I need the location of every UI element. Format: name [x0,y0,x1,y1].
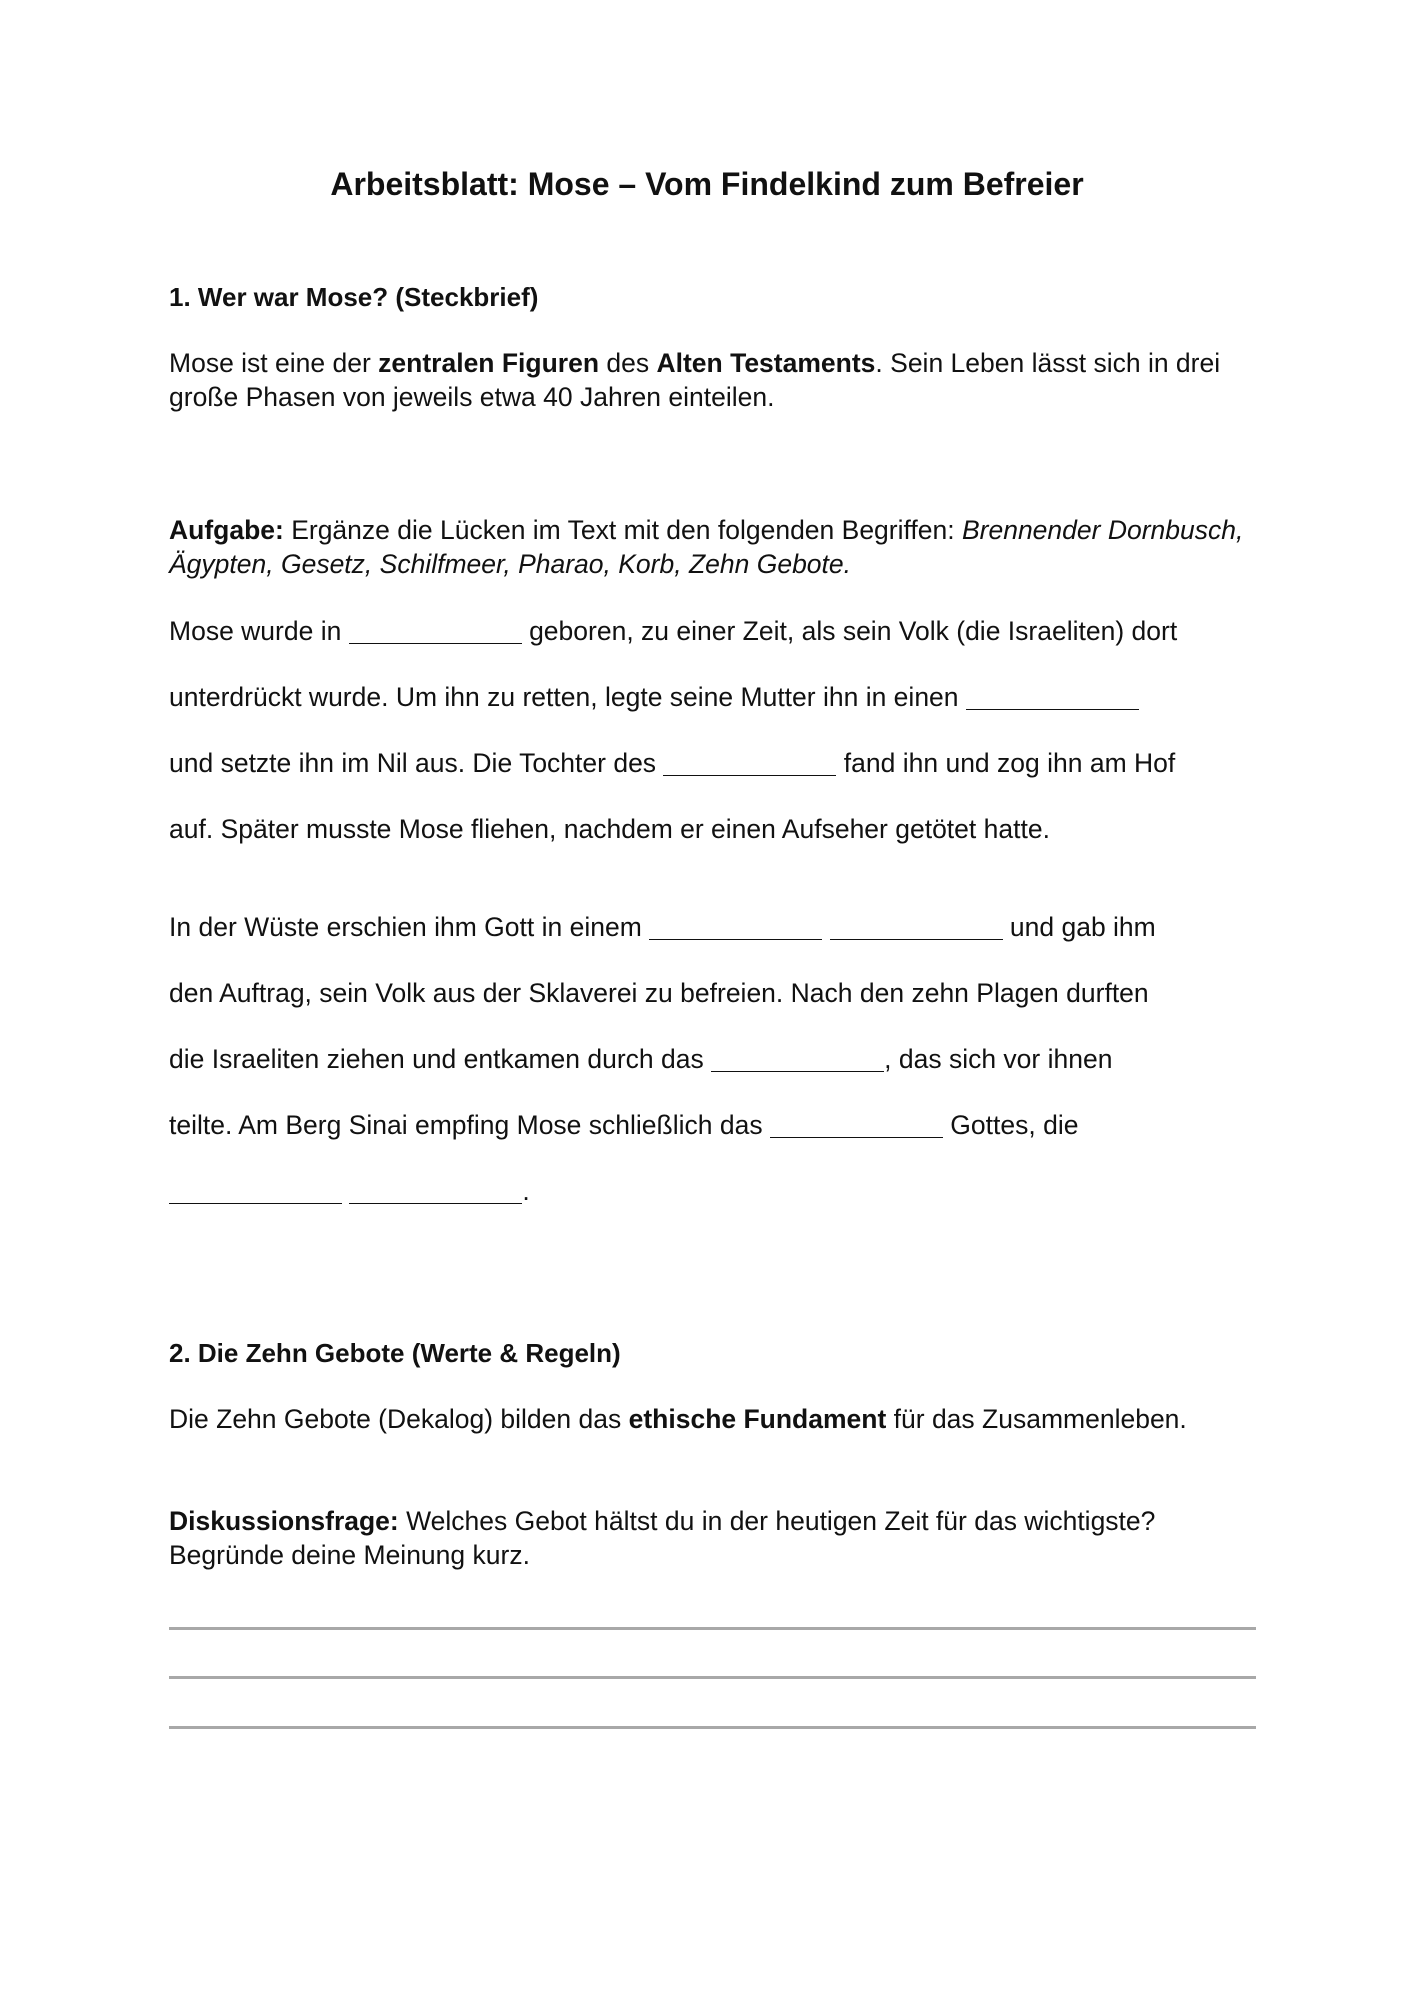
cloze-line-6: den Auftrag, sein Volk aus der Sklaverei zu befreien. Nach den zehn Plagen durften [169,978,1149,1008]
cloze-line-9 [169,1174,530,1208]
cloze-text: teilte. Am Berg Sinai empfing Mose schließlich das [169,1110,770,1140]
intro-text: für das Zusammenleben. [886,1404,1187,1434]
blank-field[interactable] [349,621,522,644]
intro-text: Die Zehn Gebote (Dekalog) bilden das [169,1404,629,1434]
task-terms: Brennender Dornbusch, Ägypten, Gesetz, Schilfmeer, Pharao, Korb, Zehn Gebote. [169,515,1244,579]
answer-line-2[interactable] [169,1676,1256,1679]
intro-bold-testament: Alten Testaments [656,348,876,378]
cloze-text: . [522,1176,530,1206]
cloze-line-4: auf. Später musste Mose fliehen, nachdem er einen Aufseher getötet hatte. [169,814,1050,844]
cloze-line-2 [169,680,1139,714]
cloze-line-8 [169,1108,1078,1142]
discussion-question [169,1504,1259,1572]
section2-intro [169,1402,1259,1436]
cloze-text: fand ihn und zog ihn am Hof [836,748,1176,778]
question-text: Welches Gebot hältst du in der heutigen Zeit für das wichtigste? Begründe deine Meinung kurz. [169,1506,1156,1570]
blank-field[interactable] [169,1181,342,1204]
cloze-text: Mose wurde in [169,616,349,646]
blank-field[interactable] [711,1049,884,1072]
intro-bold-figures: zentralen Figuren [378,348,600,378]
task-label: Aufgabe: [169,515,284,545]
cloze-line-5 [169,910,1156,944]
blank-field[interactable] [966,687,1139,710]
task-text: Ergänze die Lücken im Text mit den folgenden Begriffen: [283,515,962,545]
answer-line-3[interactable] [169,1726,1256,1729]
intro-bold-fundament: ethische Fundament [628,1404,887,1434]
blank-field[interactable] [770,1115,943,1138]
page-title: Arbeitsblatt: Mose – Vom Findelkind zum Befreier [330,166,1084,202]
section2-heading: 2. Die Zehn Gebote (Werte & Regeln) [169,1338,621,1368]
cloze-line-1 [169,614,1177,648]
cloze-text: unterdrückt wurde. Um ihn zu retten, legte seine Mutter ihn in einen [169,682,966,712]
cloze-line-3 [169,746,1175,780]
cloze-text: In der Wüste erschien ihm Gott in einem [169,912,650,942]
task-instruction [169,513,1259,581]
answer-line-1[interactable] [169,1627,1256,1630]
intro-text: des [599,348,657,378]
cloze-text: und setzte ihn im Nil aus. Die Tochter des [169,748,664,778]
blank-field[interactable] [349,1181,522,1204]
cloze-text: geboren, zu einer Zeit, als sein Volk (die Israeliten) dort [521,616,1178,646]
cloze-text: , das sich vor ihnen [884,1044,1113,1074]
section1-intro [169,346,1259,414]
cloze-line-7 [169,1042,1112,1076]
section1-heading: 1. Wer war Mose? (Steckbrief) [169,282,539,312]
blank-field[interactable] [663,753,836,776]
blank-field[interactable] [649,917,822,940]
intro-text: . Sein Leben lässt sich in drei große Phasen von jeweils etwa 40 Jahren einteilen. [169,348,1221,412]
question-label: Diskussionsfrage: [169,1506,399,1536]
intro-text: Mose ist eine der [169,348,379,378]
cloze-text: die Israeliten ziehen und entkamen durch das [169,1044,712,1074]
cloze-text: und gab ihm [1002,912,1156,942]
cloze-text: Gottes, die [942,1110,1079,1140]
blank-field[interactable] [830,917,1003,940]
